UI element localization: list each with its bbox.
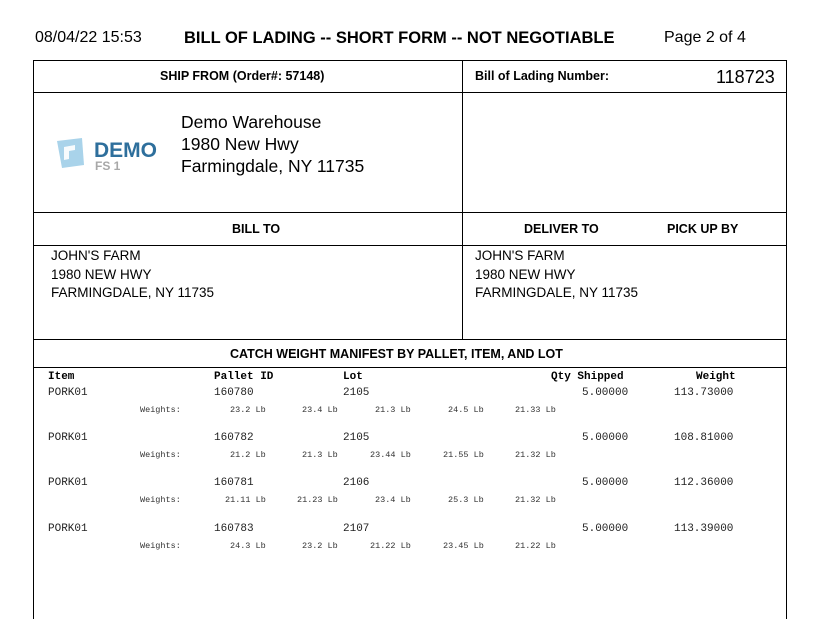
weight-value: 23.4 Lb <box>302 405 338 415</box>
logo-subtext: FS 1 <box>95 159 121 173</box>
weight-value: 21.11 Lb <box>225 495 266 505</box>
row-qty: 5.00000 <box>582 477 629 489</box>
row-pallet: 160783 <box>214 523 254 535</box>
weight-value: 21.3 Lb <box>302 450 338 460</box>
weight-value: 23.44 Lb <box>370 450 411 460</box>
ship-from-label: SHIP FROM (Order#: 57148) <box>160 69 325 83</box>
logo-icon <box>54 135 164 175</box>
row-weight: 113.73000 <box>674 387 734 399</box>
weights-label: Weights: <box>140 495 181 505</box>
row-weight: 113.39000 <box>674 523 734 535</box>
company-logo <box>54 135 164 175</box>
row-pallet: 160781 <box>214 477 254 489</box>
weights-label: Weights: <box>140 405 181 415</box>
weight-value: 25.3 Lb <box>448 495 484 505</box>
column-header-pallet: Pallet ID <box>214 371 274 383</box>
row-weight: 108.81000 <box>674 432 734 444</box>
weight-value: 21.32 Lb <box>515 450 556 460</box>
row-item: PORK01 <box>48 432 88 444</box>
column-divider <box>462 60 463 339</box>
divider <box>33 339 786 340</box>
weight-value: 23.4 Lb <box>375 495 411 505</box>
divider <box>33 245 786 246</box>
row-item: PORK01 <box>48 523 88 535</box>
deliver-to-label: DELIVER TO <box>524 222 599 236</box>
weight-value: 21.55 Lb <box>443 450 484 460</box>
weight-value: 23.2 Lb <box>230 405 266 415</box>
address-line: FARMINGDALE, NY 11735 <box>51 285 215 300</box>
address-line: JOHN'S FARM <box>475 248 565 263</box>
weight-value: 23.45 Lb <box>443 541 484 551</box>
row-pallet: 160780 <box>214 387 254 399</box>
bill-to-address <box>51 247 214 303</box>
row-qty: 5.00000 <box>582 387 629 399</box>
column-header-qty: Qty Shipped <box>551 371 624 383</box>
divider <box>33 92 786 93</box>
weight-value: 21.22 Lb <box>515 541 556 551</box>
row-lot: 2105 <box>343 432 370 444</box>
row-lot: 2106 <box>343 477 370 489</box>
manifest-title: CATCH WEIGHT MANIFEST BY PALLET, ITEM, AND LOT <box>230 347 563 361</box>
bill-to-label: BILL TO <box>232 222 281 236</box>
column-header-weight: Weight <box>696 371 736 383</box>
weight-value: 21.32 Lb <box>515 495 556 505</box>
weight-value: 21.33 Lb <box>515 405 556 415</box>
row-lot: 2107 <box>343 523 370 535</box>
frame-right-border <box>786 60 787 619</box>
row-qty: 5.00000 <box>582 523 629 535</box>
logo-text: DEMO <box>94 139 157 162</box>
weights-label: Weights: <box>140 450 181 460</box>
address-line: FARMINGDALE, NY 11735 <box>475 285 639 300</box>
column-header-item: Item <box>48 371 75 383</box>
bol-number: 118723 <box>716 67 775 87</box>
divider <box>33 367 786 368</box>
weights-label: Weights: <box>140 541 181 551</box>
bol-number-label: Bill of Lading Number: <box>475 69 610 83</box>
address-line: JOHN'S FARM <box>51 248 141 263</box>
weight-value: 24.5 Lb <box>448 405 484 415</box>
pick-up-by-label: PICK UP BY <box>667 222 739 236</box>
warehouse-city: Farmingdale, NY 11735 <box>181 156 365 176</box>
warehouse-name: Demo Warehouse <box>181 112 322 132</box>
frame-top-border <box>33 60 786 61</box>
weight-value: 23.2 Lb <box>302 541 338 551</box>
address-line: 1980 NEW HWY <box>51 266 152 282</box>
print-datetime: 08/04/22 15:53 <box>35 29 142 46</box>
weight-value: 21.22 Lb <box>370 541 411 551</box>
document-title: BILL OF LADING -- SHORT FORM -- NOT NEGOTIABLE <box>184 29 615 47</box>
row-lot: 2105 <box>343 387 370 399</box>
divider <box>33 212 786 213</box>
weight-value: 21.3 Lb <box>375 405 411 415</box>
row-pallet: 160782 <box>214 432 254 444</box>
weight-value: 21.23 Lb <box>297 495 338 505</box>
warehouse-street: 1980 New Hwy <box>181 134 299 154</box>
row-item: PORK01 <box>48 477 88 489</box>
address-line: 1980 NEW HWY <box>475 266 576 282</box>
row-item: PORK01 <box>48 387 88 399</box>
weight-value: 21.2 Lb <box>230 450 266 460</box>
weight-value: 24.3 Lb <box>230 541 266 551</box>
column-header-lot: Lot <box>343 371 363 383</box>
deliver-to-address <box>475 247 638 303</box>
row-qty: 5.00000 <box>582 432 629 444</box>
page-number: Page 2 of 4 <box>664 29 746 46</box>
row-weight: 112.36000 <box>674 477 734 489</box>
